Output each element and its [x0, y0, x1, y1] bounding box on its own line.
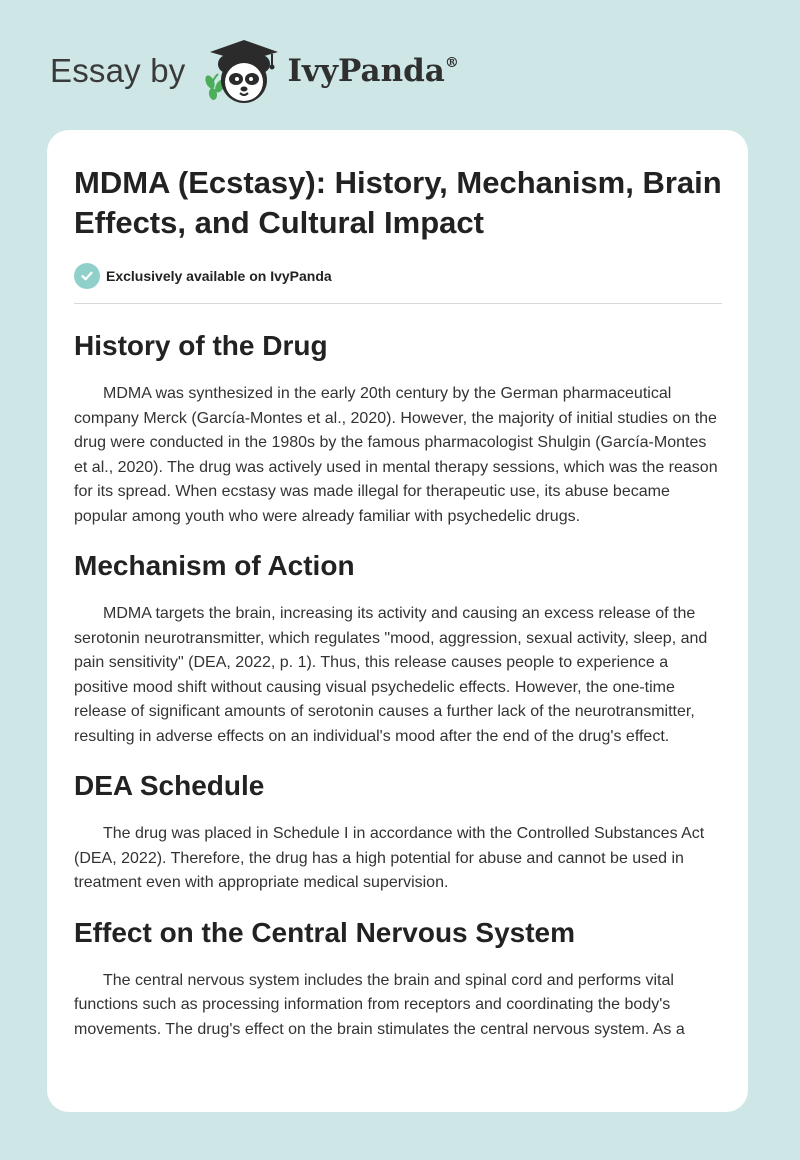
trademark-symbol: ®	[444, 55, 459, 71]
section-heading-cns: Effect on the Central Nervous System	[74, 916, 576, 948]
essay-content	[74, 163, 722, 1042]
site-header	[0, 0, 800, 130]
exclusive-label: Exclusively available on IvyPanda	[106, 268, 332, 284]
section-text-cns: The central nervous system includes the brain and spinal cord and performs vital functions such as processing information from receptors and coordinating the body's movements. The drug's effect on the brain stimulates the central nervous system. As a	[74, 971, 685, 1038]
essay-card	[47, 130, 748, 1112]
section-heading-history: History of the Drug	[74, 330, 328, 361]
exclusive-badge	[74, 263, 722, 289]
section-heading-mechanism: Mechanism of Action	[74, 550, 355, 581]
essay-by-label: Essay by	[50, 52, 186, 89]
section-heading-dea-schedule: DEA Schedule	[74, 770, 265, 801]
title-divider	[74, 303, 722, 304]
brand-name	[288, 53, 459, 89]
brand-logo-link[interactable]	[50, 34, 459, 108]
section-text-dea-schedule: The drug was placed in Schedule I in accordance with the Controlled Substances Act (DEA, 2022). Therefore, the drug has a high potential for abuse and cannot be used in treatment even with appropriate medical supervision.	[74, 825, 705, 891]
section-text-history: MDMA was synthesized in the early 20th century by the German pharmaceutical company Merck (García-Montes et al., 2020). However, the majority of initial studies on the drug were conducted in the 1980s by the famous pharmacologist Shulgin (García-Montes et al., 2020). The drug was actively used in mental therapy sessions, which was the reason for its spread. When ecstasy was made illegal for therapeutic use, its abuse became popular among youth who were already familiar with psychedelic drugs.	[74, 385, 718, 525]
check-circle-icon	[74, 263, 100, 289]
essay-title: MDMA (Ecstasy): History, Mechanism, Brain Effects, and Cultural Impact	[74, 165, 722, 240]
section-text-mechanism: MDMA targets the brain, increasing its activity and causing an excess release of the serotonin neurotransmitter, which regulates "mood, aggression, sexual activity, sleep, and pain sensitivity" (DEA, 2022, p. 1). Thus, this release causes people to experience a positive mood shift without causing visual psychedelic effects. However, the one-time release of significant amounts of serotonin causes a further lack of the neurotransmitter, resulting in adverse effects on an individual's mood after the end of the drug's effect.	[74, 605, 708, 745]
brand-name-text: IvyPanda	[287, 53, 445, 89]
panda-graduate-icon	[200, 34, 284, 108]
